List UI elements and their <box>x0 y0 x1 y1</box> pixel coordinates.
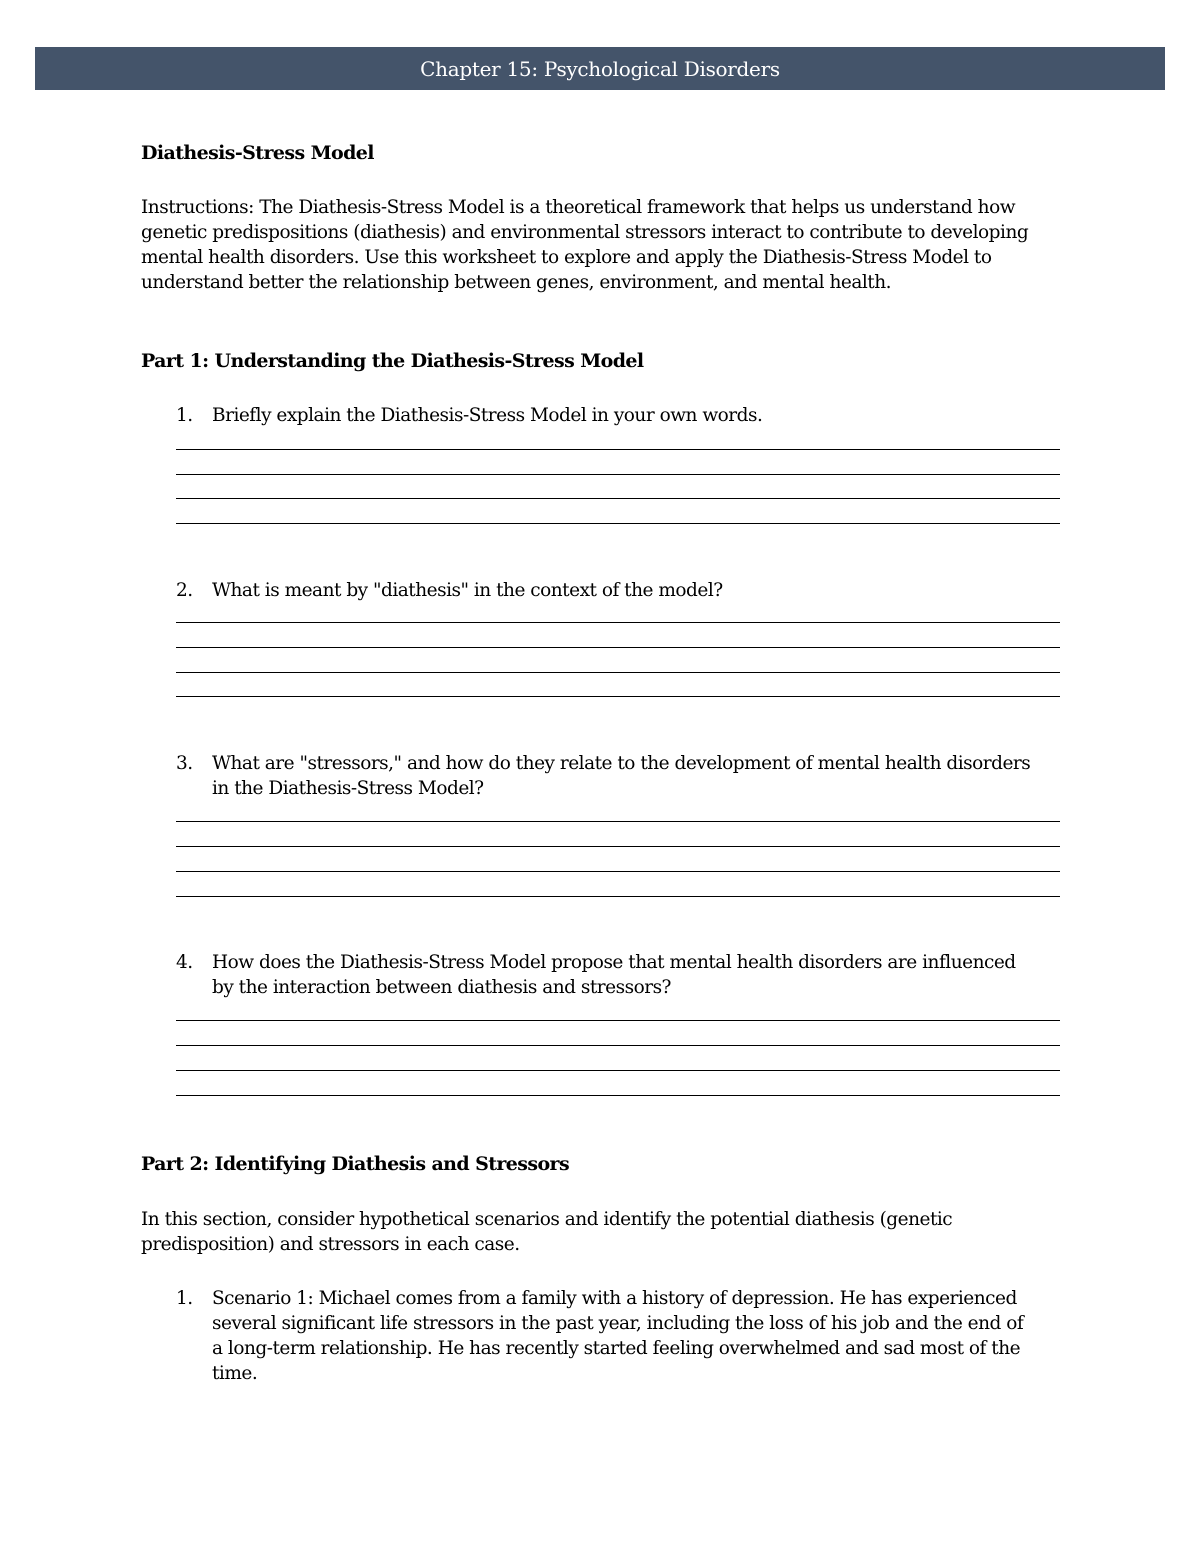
section-title-block <box>141 142 1061 164</box>
answer-line[interactable] <box>176 896 1060 897</box>
scenario-1 <box>176 1286 1036 1386</box>
part1-title-block <box>141 350 1061 372</box>
question-number: 2. <box>176 580 193 601</box>
question-text: What is meant by "diathesis" in the context of the model? <box>212 580 723 601</box>
question-4 <box>176 950 1036 1000</box>
question-text: Briefly explain the Diathesis-Stress Model in your own words. <box>212 405 763 426</box>
answer-line[interactable] <box>176 672 1060 673</box>
chapter-title: Chapter 15: Psychological Disorders <box>420 56 780 81</box>
answer-line[interactable] <box>176 647 1060 648</box>
answer-line[interactable] <box>176 449 1060 450</box>
part2-title-block <box>141 1153 1061 1175</box>
answer-line[interactable] <box>176 696 1060 697</box>
answer-line[interactable] <box>176 1020 1060 1021</box>
part2-title: Part 2: Identifying Diathesis and Stressors <box>141 1153 570 1175</box>
answer-line[interactable] <box>176 622 1060 623</box>
scenario-text: Scenario 1: Michael comes from a family with a history of depression. He has experienced several significant life stressors in the past year, including the loss of his job and the end of a long-term relationship. He has recently started feeling overwhelmed and sad most of the time. <box>212 1288 1024 1384</box>
part2-intro-block <box>141 1207 1061 1257</box>
question-number: 4. <box>176 952 193 973</box>
answer-line[interactable] <box>176 1045 1060 1046</box>
question-text: How does the Diathesis-Stress Model propose that mental health disorders are influenced by the interaction between diathesis and stressors? <box>212 952 1016 998</box>
part1-title: Part 1: Understanding the Diathesis-Stress Model <box>141 350 644 372</box>
chapter-banner <box>35 47 1165 90</box>
answer-line[interactable] <box>176 1070 1060 1071</box>
answer-line[interactable] <box>176 474 1060 475</box>
instructions-block <box>141 195 1061 295</box>
answer-line[interactable] <box>176 523 1060 524</box>
question-1 <box>176 403 1036 428</box>
instructions-text: Instructions: The Diathesis-Stress Model is a theoretical framework that helps us understand how genetic predispositions (diathesis) and environmental stressors interact to contribute to developing mental health disorders. Use this worksheet to explore and apply the Diathesis-Stress Model to understand better the relationship between genes, environment, and mental health. <box>141 197 1029 293</box>
answer-line[interactable] <box>176 1095 1060 1096</box>
answer-line[interactable] <box>176 846 1060 847</box>
answer-line[interactable] <box>176 498 1060 499</box>
question-number: 3. <box>176 753 193 774</box>
scenario-number: 1. <box>176 1288 193 1309</box>
question-text: What are "stressors," and how do they relate to the development of mental health disorders in the Diathesis-Stress Model? <box>212 753 1031 799</box>
answer-line[interactable] <box>176 821 1060 822</box>
section-title: Diathesis-Stress Model <box>141 142 374 164</box>
question-3 <box>176 751 1036 801</box>
answer-line[interactable] <box>176 871 1060 872</box>
question-2 <box>176 578 1036 603</box>
part2-intro: In this section, consider hypothetical scenarios and identify the potential diathesis (genetic predisposition) and stressors in each case. <box>141 1209 953 1255</box>
question-number: 1. <box>176 405 193 426</box>
